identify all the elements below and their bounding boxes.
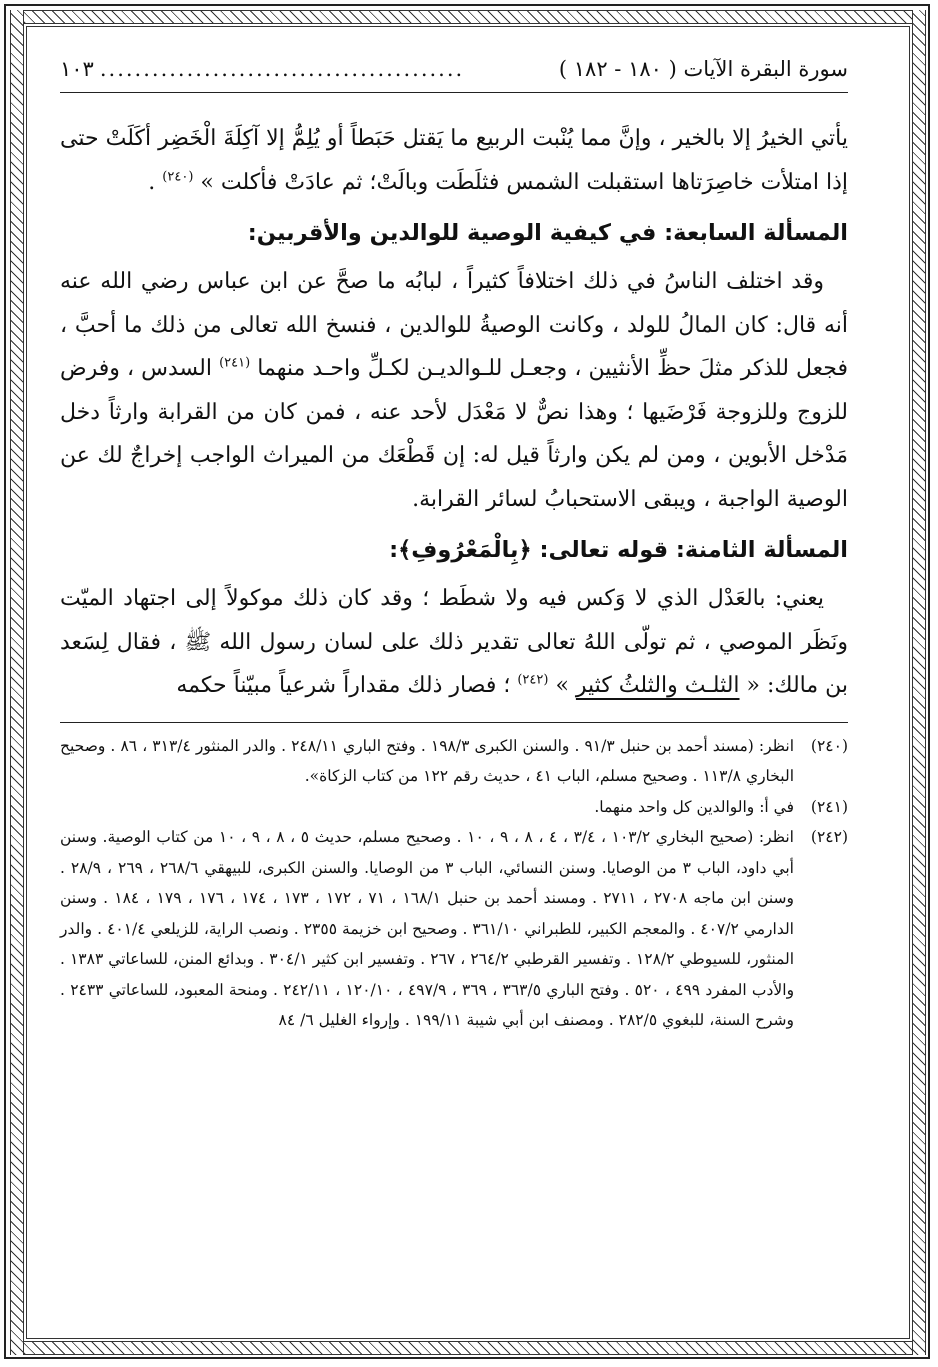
footnote-number: (٢٤٢) (810, 828, 848, 846)
paragraph-2b-text: السدس ، وفرض للزوج وللزوجة فَرْضَيها ؛ وهذا نصٌّ لا مَعْدَل لأحد عنه ، فمن كان من القرابة وارثاً دخل مَدْخل الأبوين ، ومن لم يكن وارثاً قيل له: إن قَطْعَك من الميراث الواجب إخراجٌ لك عن الوصية الواجبة ، ويبقى الاستحبابُ لسائر القرابة. (60, 356, 848, 512)
header-rule (60, 92, 848, 93)
paragraph-3a-text: يعني: بالعَدْل الذي لا وَكس فيه ولا شطَط ؛ وقد كان ذلك موكولاً إلى اجتهاد الميّت ونَظَر الموصي ، ثم تولّى اللهُ تعالى تقدير ذلك على لسان رسول الله ﷺ ، فقال لِسَعد بن مالك: « (60, 586, 848, 698)
decorative-border-left (10, 10, 24, 1355)
footnote-text: انظر: (صحيح البخاري ١٠٣/٢ ، ٣/٤ ، ٤ ، ٨ ، ٩ ، ١٠ . وصحيح مسلم، حديث ٥ ، ٨ ، ٩ ، ١٠ من كتاب الوصية. وسنن أبي داود، الباب ٣ من الوصايا. وسنن النسائي، الباب ٣ من الوصايا. والسنن الكبرى، للبيهقي ٢٦٨/٦ ، ٢٦٩ ، ٢٨/٩ . وسنن ابن ماجه ٢٧٠٨ ، ٢٧١١ . ومسند أحمد بن حنبل ١٦٨/١ ، ٧١ ، ١٧٢ ، ١٧٣ ، ١٧٤ ، ١٧٦ ، ١٧٩ ، ١٨٤ . وسنن الدارمي ٤٠٧/٢ . والمعجم الكبير، للطبراني ٣٦١/١٠ . وصحيح ابن خزيمة ٢٣٥٥ . ونصب الراية، للزيلعي ٤٠١/٤ . والدر المنثور، للسيوطي ١٢٨/٢ . وتفسير القرطبي ٢٦٤/٢ ، ٢٦٧ . وتفسير ابن كثير ٣٠٤/١ . وبدائع المنن، للساعاتي ١٣٨٣ . والأدب المفرد ٤٩٩ ، ٥٢٠ . وفتح الباري ٣٦٣/٥ ، ٣٦٩ ، ٤٩٧/٩ ، ١٢٠/١٠ ، ٢٤٢/١١ . ومنحة المعبود، للساعاتي ٢٤٣٣ . وشرح السنة، للبغوي ٢٨٢/٥ . ومصنف ابن أبي شيبة ١٩٩/١١ . وإرواء الغليل ٦/ ٨٤ (60, 828, 795, 1029)
footnote-ref-242[interactable]: (٢٤٢) (517, 672, 549, 688)
main-text (60, 117, 848, 708)
footnote-text: انظر: (مسند أحمد بن حنبل ٩١/٣ . والسنن الكبرى ١٩٨/٣ . وفتح الباري ٢٤٨/١١ . والدر المنثور ٣١٣/٤ ، ٨٦ . وصحيح البخاري ١١٣/٨ . وصحيح مسلم، الباب ٤١ ، حديث رقم ١٢٢ من كتاب الزكاة». (60, 736, 794, 785)
footnote-ref-241[interactable]: (٢٤١) (219, 355, 251, 371)
decorative-border-right (912, 10, 926, 1355)
page-number: ١٠٣ (60, 57, 94, 81)
page-content (60, 50, 848, 1310)
footnote-ref-240[interactable]: (٢٤٠) (162, 169, 194, 185)
footnote-242 (60, 822, 848, 1036)
running-header (60, 50, 848, 88)
paragraph-2 (60, 260, 848, 521)
footnote-rule (60, 722, 848, 723)
header-title: سورة البقرة الآيات ( ١٨٠ - ١٨٢ ) (558, 57, 848, 81)
paragraph-1-end: . (148, 169, 156, 195)
heading-seventh-issue: المسألة السابعة: في كيفية الوصية للوالدين والأقربين: (247, 220, 848, 246)
footnote-number: (٢٤١) (810, 797, 848, 816)
quote-close: » (555, 673, 569, 698)
paragraph-1-text: يأتي الخيرُ إلا بالخير ، وإنَّ مما يُنْبت الربيع ما يَقتل حَبَطاً أو يُلِمُّ إلا آكِلَةَ الْخَضِر أكَلَتْ حتى إذا امتلأت خاصِرَتاها استقبلت الشمس فثلَطَت وبالَتْ؛ ثم عادَتْ فأكلت » (60, 126, 848, 195)
paragraph-2a-text: وقد اختلف الناسُ في ذلك اختلافاً كثيراً ، لبابُه ما صحَّ عن ابن عباس رضي الله عنه أنه قال: كان المالُ للولد ، وكانت الوصيةُ للوالدين ، فنسخ الله تعالى من ذلك ما أحبَّ ، فجعل للذكر مثلَ حظِّ الأنثيين ، وجعـل للـوالديـن لكـلِّ واحـد منهما (60, 269, 849, 381)
decorative-border-bottom (10, 1341, 926, 1355)
header-leader-dots: .......................................... (99, 57, 465, 81)
heading-eighth-issue: المسألة الثامنة: قوله تعالى: ﴿بِالْمَعْرُوفِ﴾: (389, 537, 848, 563)
footnote-text: في أ: والوالدين كل واحد منهما. (594, 797, 794, 816)
paragraph-1 (60, 117, 848, 204)
footnote-241 (60, 792, 848, 823)
hadith-quote: الثلـث والثلثُ كثير (575, 673, 740, 698)
footnote-number: (٢٤٠) (810, 736, 848, 755)
footnotes (60, 731, 848, 1036)
decorative-border-top (10, 10, 926, 24)
footnote-240 (60, 731, 848, 792)
paragraph-3 (60, 577, 848, 708)
paragraph-3b-text: ؛ فصار ذلك مقداراً شرعياً مبيّناً حكمه (176, 673, 511, 698)
